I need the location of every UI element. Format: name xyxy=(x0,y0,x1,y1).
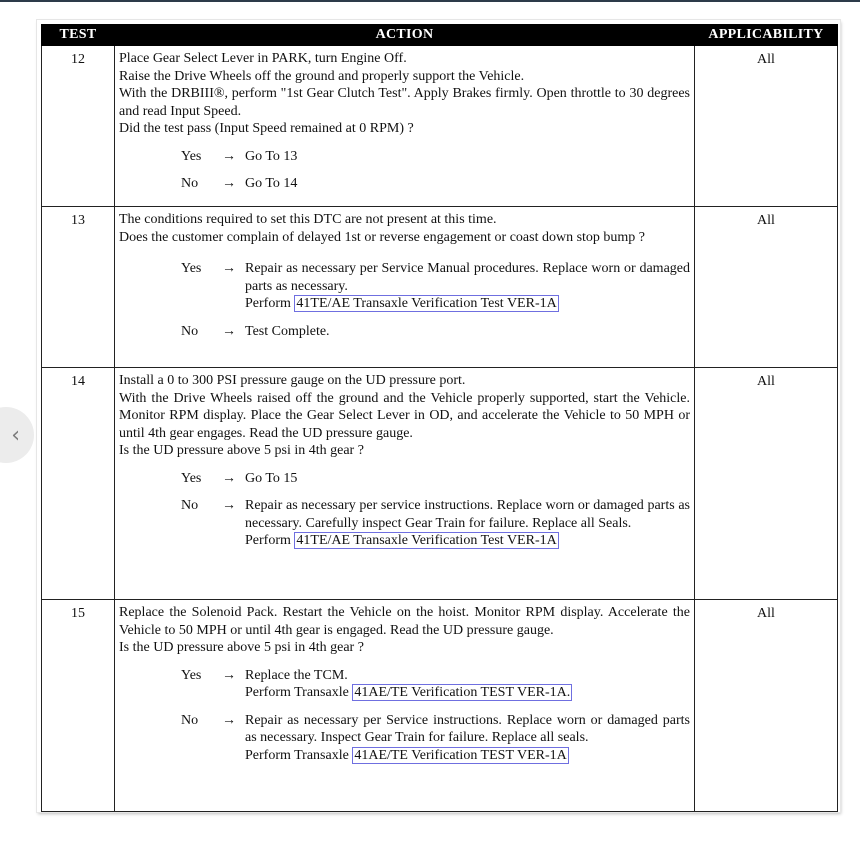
action-cell xyxy=(115,368,695,600)
applicability-value: All xyxy=(695,207,838,368)
table-row xyxy=(42,207,838,368)
arrow-icon: → xyxy=(222,176,236,191)
arrow-icon: → xyxy=(222,470,236,486)
option-no xyxy=(119,175,690,193)
perform-label: Perform Transaxle xyxy=(245,747,349,763)
arrow-icon: → xyxy=(222,323,236,339)
verification-test-link[interactable]: 41TE/AE Transaxle Verification Test VER-1A xyxy=(296,296,557,311)
arrow-icon: → xyxy=(222,148,236,164)
option-text: Go To 15 xyxy=(245,470,298,486)
option-text: Go To 13 xyxy=(245,148,298,164)
option-no xyxy=(119,323,690,341)
header-test: TEST xyxy=(42,25,115,46)
header-row xyxy=(42,25,838,46)
perform-label: Perform xyxy=(245,296,291,311)
option-key: No xyxy=(181,176,199,191)
option-key: Yes xyxy=(181,261,202,276)
action-text: Does the customer complain of delayed 1st or reverse engagement or coast down stop bump ? xyxy=(119,229,646,245)
option-key: No xyxy=(181,712,199,728)
option-text: Repair as necessary per Service Manual procedures. Replace worn or damaged parts as necessary. xyxy=(245,261,690,294)
option-yes xyxy=(119,470,690,488)
action-text: Is the UD pressure above 5 psi in 4th gear ? xyxy=(119,443,364,458)
table-row xyxy=(42,600,838,812)
perform-line xyxy=(245,532,690,550)
document-page xyxy=(37,20,840,812)
option-text: Replace the TCM. xyxy=(245,667,348,683)
option-text: Repair as necessary per service instructions. Replace worn or damaged parts as necessary. Carefully inspect Gear Train for failure. Replace all Seals. xyxy=(245,498,690,531)
action-cell xyxy=(115,207,695,368)
option-no xyxy=(119,497,690,550)
arrow-icon: → xyxy=(222,667,236,683)
option-key: No xyxy=(181,498,199,513)
top-divider xyxy=(0,0,860,2)
option-yes xyxy=(119,148,690,166)
action-cell xyxy=(115,46,695,207)
option-key: Yes xyxy=(181,667,202,683)
diagnostic-table xyxy=(41,24,838,812)
test-number: 14 xyxy=(42,368,115,600)
chevron-left-icon: ‹ xyxy=(11,422,20,448)
action-text: Did the test pass (Input Speed remained at 0 RPM) ? xyxy=(119,121,414,136)
perform-line xyxy=(245,295,690,313)
arrow-icon: → xyxy=(222,498,236,513)
option-text: Repair as necessary per Service instructions. Replace worn or damaged parts as necessary. Inspect Gear Train for failure. Replace all seals. xyxy=(245,712,690,745)
perform-label: Perform xyxy=(245,533,291,548)
action-text: Place Gear Select Lever in PARK, turn Engine Off. xyxy=(119,51,407,66)
action-cell xyxy=(115,600,695,812)
applicability-value: All xyxy=(695,600,838,812)
test-number: 15 xyxy=(42,600,115,812)
previous-page-button[interactable] xyxy=(0,407,34,463)
action-text: Replace the Solenoid Pack. Restart the Vehicle on the hoist. Monitor RPM display. Accelerate the Vehicle to 50 MPH or until 4th gear is engaged. Read the UD pressure gauge. xyxy=(119,605,690,638)
table-row xyxy=(42,368,838,600)
perform-line xyxy=(245,747,690,765)
header-action: ACTION xyxy=(115,25,695,46)
perform-label: Perform Transaxle xyxy=(245,685,349,700)
option-text: Go To 14 xyxy=(245,176,298,191)
option-yes xyxy=(119,260,690,313)
option-key: Yes xyxy=(181,148,202,164)
verification-test-link[interactable]: 41AE/TE Verification TEST VER-1A xyxy=(354,747,567,763)
action-text: With the DRBIII®, perform "1st Gear Clutch Test". Apply Brakes firmly. Open throttle to 30 degrees and read Input Speed. xyxy=(119,86,690,119)
applicability-value: All xyxy=(695,46,838,207)
option-no xyxy=(119,712,690,765)
option-key: Yes xyxy=(181,470,202,486)
arrow-icon: → xyxy=(222,712,236,728)
perform-line xyxy=(245,684,690,702)
action-text: Raise the Drive Wheels off the ground and properly support the Vehicle. xyxy=(119,68,525,84)
option-yes xyxy=(119,667,690,702)
option-text: Test Complete. xyxy=(245,323,330,339)
option-key: No xyxy=(181,323,199,339)
action-text: With the Drive Wheels raised off the ground and the Vehicle properly supported, start the Vehicle. Monitor RPM display. Place the Gear Select Lever in OD, and accelerate the Vehicle to 50 MPH or until 4th gear engages. Read the UD pressure gauge. xyxy=(119,390,690,441)
test-number: 12 xyxy=(42,46,115,207)
header-applicability: APPLICABILITY xyxy=(695,25,838,46)
action-text: Is the UD pressure above 5 psi in 4th gear ? xyxy=(119,640,364,655)
applicability-value: All xyxy=(695,368,838,600)
action-text: The conditions required to set this DTC are not present at this time. xyxy=(119,212,497,227)
table-row xyxy=(42,46,838,207)
test-number: 13 xyxy=(42,207,115,368)
arrow-icon: → xyxy=(222,261,236,276)
action-text: Install a 0 to 300 PSI pressure gauge on the UD pressure port. xyxy=(119,373,466,388)
verification-test-link[interactable]: 41TE/AE Transaxle Verification Test VER-1A xyxy=(296,533,557,548)
verification-test-link[interactable]: 41AE/TE Verification TEST VER-1A. xyxy=(354,685,571,700)
